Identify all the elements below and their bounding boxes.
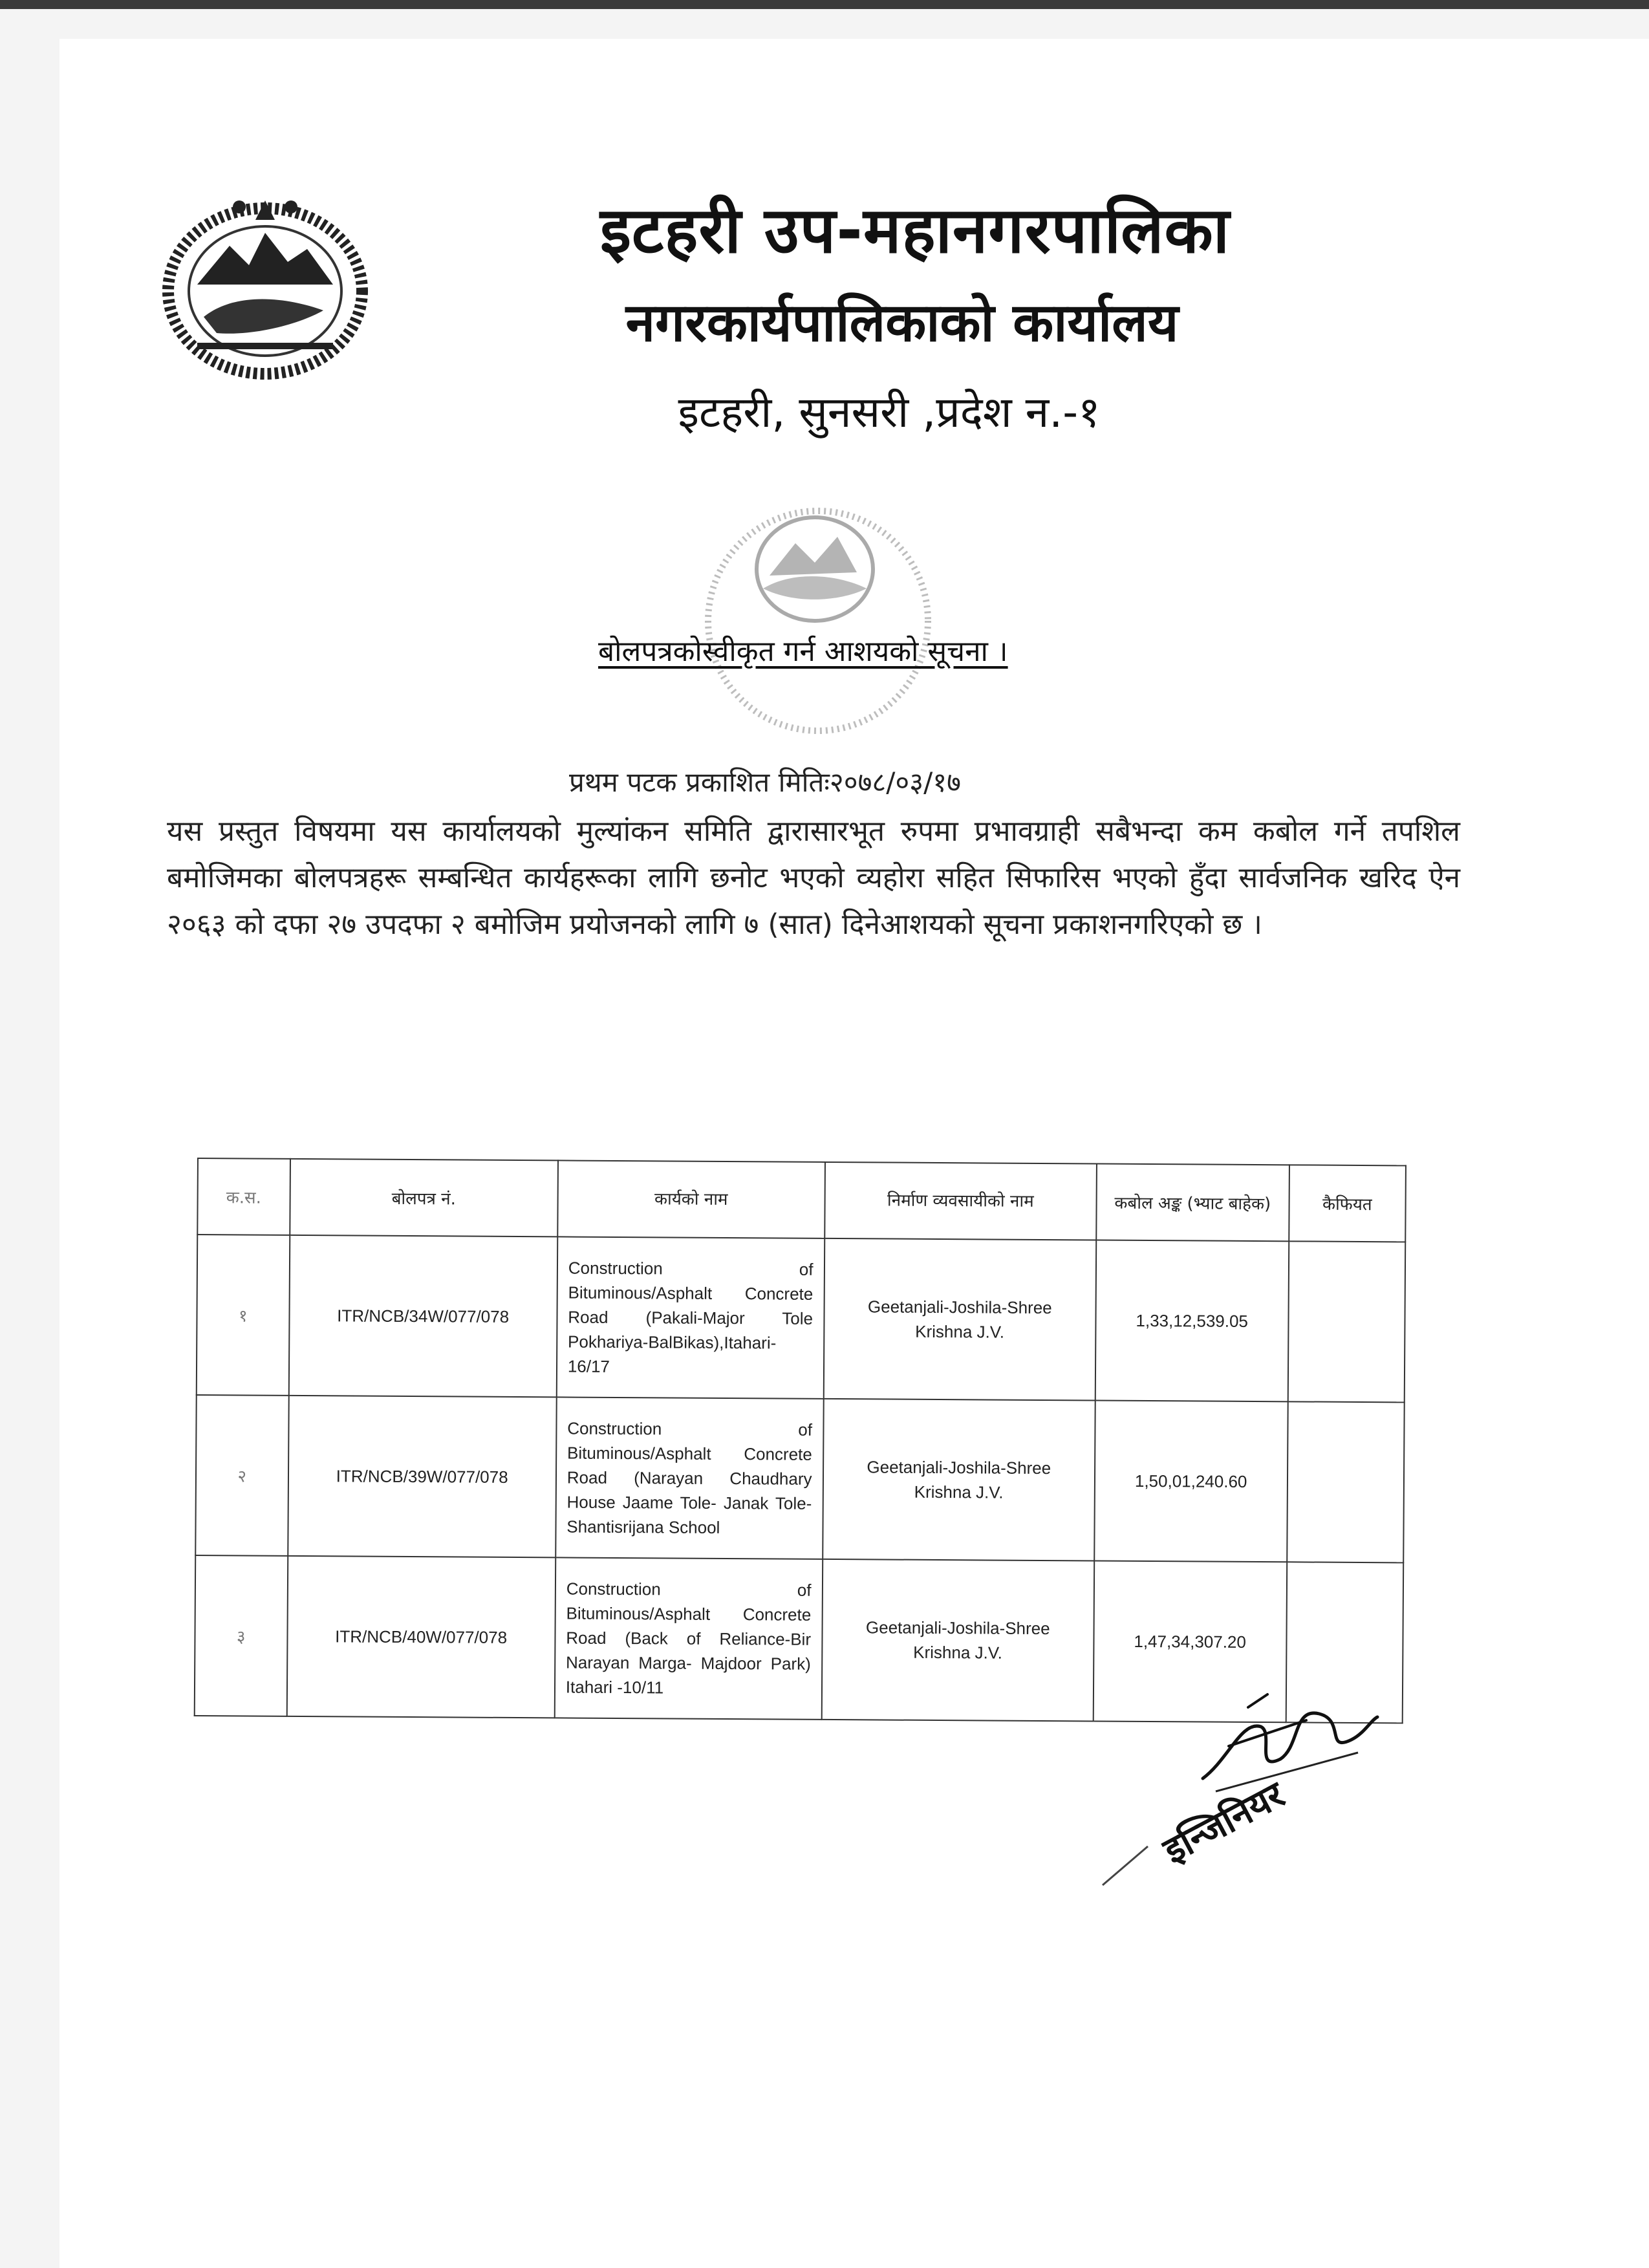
- row-serial: ३: [195, 1555, 288, 1716]
- office-address: इटहरी, सुनसरी ,प्रदेश न.-१: [678, 387, 1101, 437]
- header-bid-amount: कबोल अङ्क (भ्याट बाहेक): [1096, 1163, 1289, 1241]
- table-header-row: [197, 1158, 1406, 1242]
- row-contractor: Geetanjali-Joshila-Shree Krishna J.V.: [821, 1559, 1094, 1722]
- header-contractor: निर्माण व्यवसायीको नाम: [824, 1162, 1097, 1240]
- row-bid-number: ITR/NCB/40W/077/078: [286, 1556, 555, 1718]
- header-remarks: कैफियत: [1289, 1165, 1406, 1242]
- row-serial: १: [197, 1235, 290, 1396]
- header-bid-number: बोलपत्र नं.: [290, 1159, 558, 1237]
- row-contractor: Geetanjali-Joshila-Shree Krishna J.V.: [823, 1399, 1095, 1561]
- row-bid-amount: 1,33,12,539.05: [1095, 1240, 1289, 1401]
- row-bid-number: ITR/NCB/39W/077/078: [288, 1396, 557, 1558]
- header-serial: क.स.: [197, 1158, 290, 1235]
- signatory-title: इन्जिनियर: [1156, 1773, 1291, 1872]
- row-bid-amount: 1,47,34,307.20: [1094, 1561, 1287, 1722]
- signature-icon: [1190, 1681, 1384, 1804]
- scan-top-edge: [0, 0, 1649, 9]
- header-work-name: कार्यको नाम: [557, 1160, 824, 1238]
- row-remarks: [1288, 1241, 1405, 1402]
- row-serial: २: [195, 1395, 288, 1556]
- row-work-name: Construction of Bituminous/Asphalt Concrete Road (Narayan Chaudhary House Jaame Tole- Janak Tole- Shantisrijana School: [555, 1397, 823, 1559]
- municipality-name: इटहरी उप-महानगरपालिका: [599, 194, 1231, 268]
- row-bid-amount: 1,50,01,240.60: [1094, 1400, 1288, 1562]
- table-row: [195, 1395, 1404, 1562]
- row-remarks: [1287, 1401, 1405, 1562]
- notice-body: यस प्रस्तुत विषयमा यस कार्यालयको मुल्यांकन समिति द्वारासारभूत रुपमा प्रभावग्राही सबैभन्दा कम कबोल गर्ने तपशिल बमोजिमका बोलपत्रहरू सम्बन्धित कार्यहरूका लागि छनोट भएको व्यहोरा सहित सिफारिस भएको हुँदा सार्वजनिक खरिद ऐन २०६३ को दफा २७ उपदफा २ बमोजिम प्रयोजनको लागि ७ (सात) दिनेआशयको सूचना प्रकाशनगरिएको छ ।: [167, 815, 1460, 941]
- notice-subject: बोलपत्रकोस्वीकृत गर्न आशयको सूचना ।: [598, 635, 1008, 668]
- row-contractor: Geetanjali-Joshila-Shree Krishna J.V.: [823, 1238, 1096, 1401]
- row-work-name: Construction of Bituminous/Asphalt Concrete Road (Back of Reliance-Bir Narayan Marga- Majdoor Park) Itahari -10/11: [555, 1557, 823, 1720]
- office-name: नगरकार्यपालिकाको कार्यालय: [625, 292, 1179, 354]
- bid-table: [194, 1158, 1406, 1723]
- publication-date: प्रथम पटक प्रकाशित मितिः२०७८/०३/१७: [569, 766, 961, 798]
- row-bid-number: ITR/NCB/34W/077/078: [288, 1235, 557, 1398]
- row-work-name: Construction of Bituminous/Asphalt Concrete Road (Pakali-Major Tole Pokhariya-BalBikas),Itahari-16/17: [557, 1237, 824, 1399]
- stroke-mark-icon: [1099, 1843, 1151, 1888]
- table-row: [197, 1235, 1405, 1402]
